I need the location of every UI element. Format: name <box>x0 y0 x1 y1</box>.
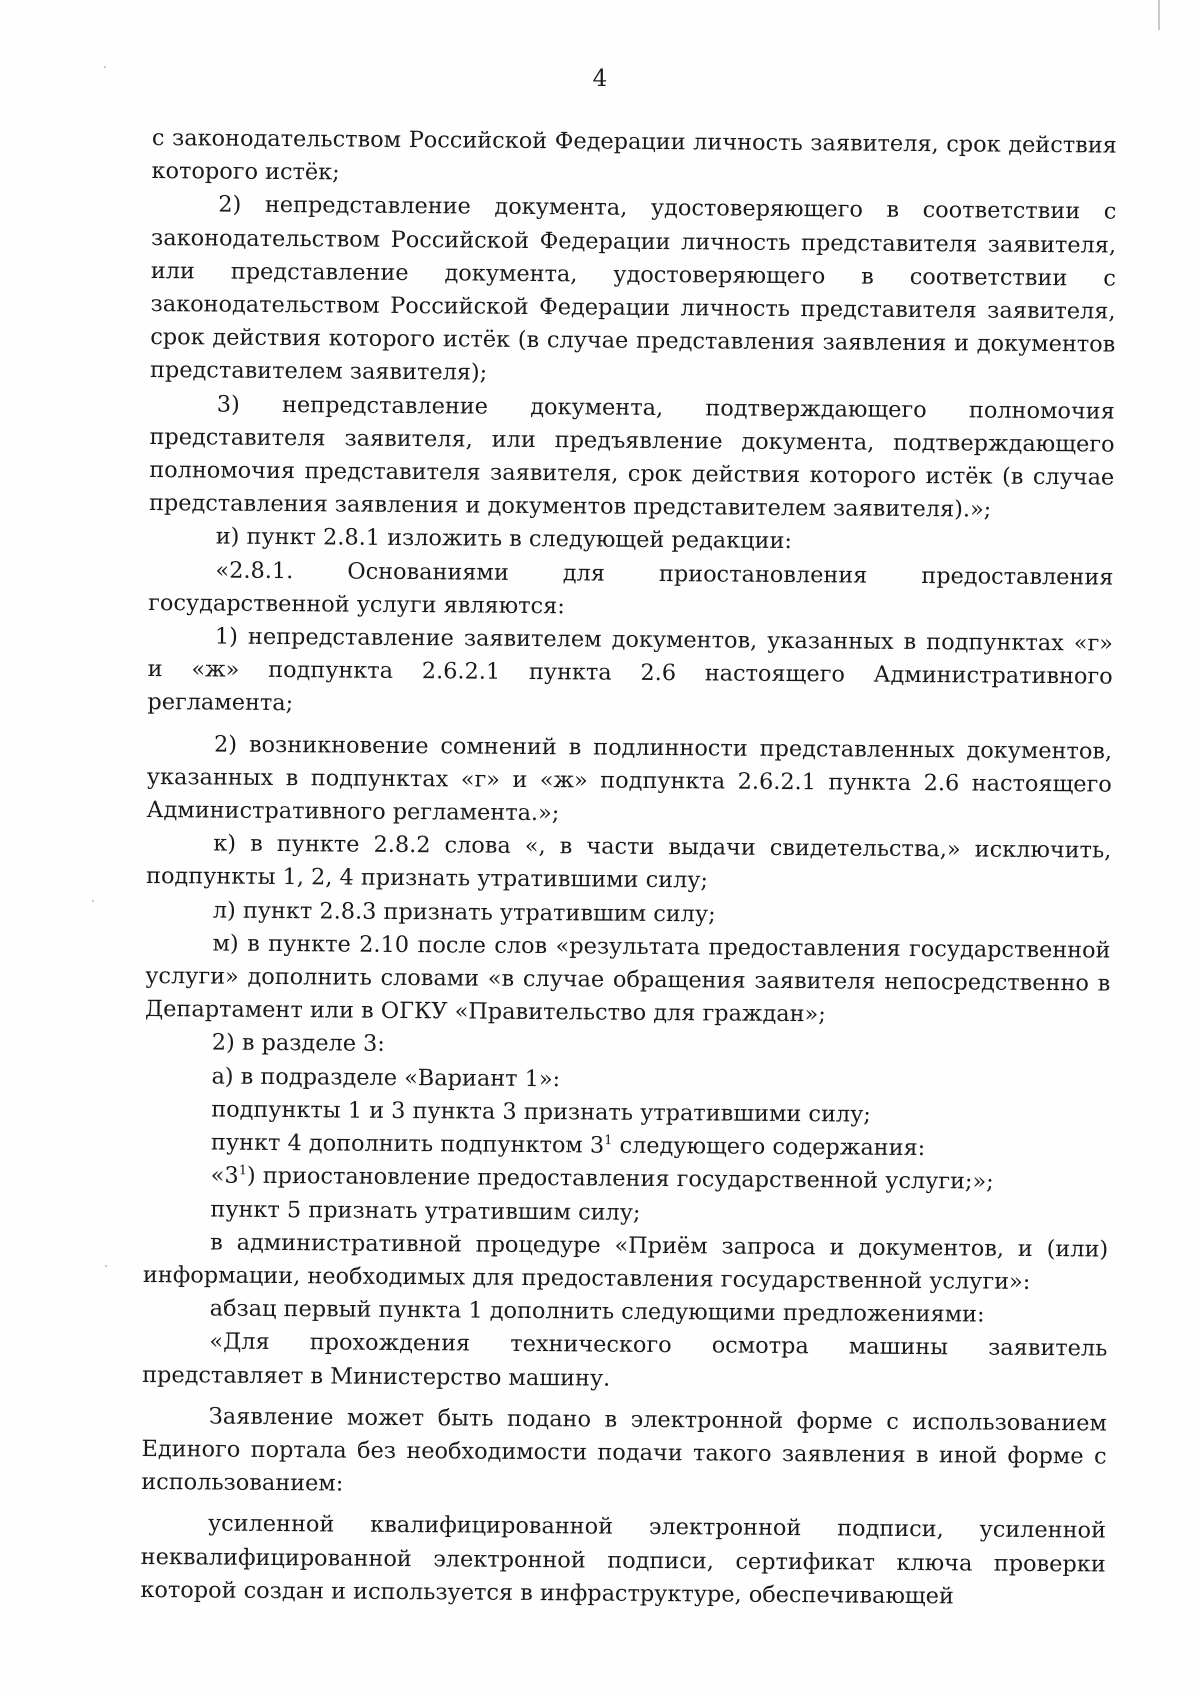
page-number: 4 <box>592 66 608 92</box>
paragraph: 3) непредставление документа, подтверждающего полномочия представителя заявителя, или предъявление документа, подтверждающего полномочия представителя заявителя, срок действия которого истёк (в случае представления заявления и документов представителем заявителя).»; <box>148 391 1115 523</box>
paragraph: а) в подразделе «Вариант 1»: <box>211 1063 561 1092</box>
superscript: 1 <box>238 1163 248 1179</box>
paragraph: усиленной квалифицированной электронной подписи, усиленной неквалифицированной электронной подписи, сертификат ключа проверки которой создан и используется в инфраструктуре, обеспечивающей <box>140 1510 1107 1610</box>
paragraph: 1) непредставление заявителем документов, указанных в подпунктах «г» и «ж» подпункта 2.6.2.1 пункта 2.6 настоящего Административного регламента; <box>147 623 1114 717</box>
scan-margin-mark <box>92 900 94 902</box>
paragraph: и) пункт 2.8.1 изложить в следующей редакции: <box>215 523 793 555</box>
scan-margin-mark <box>105 1265 107 1267</box>
superscript: 1 <box>604 1133 613 1149</box>
paragraph: 2) непредставление документа, удостоверяющего в соответствии с законодательством Российской Федерации личность представителя заявителя, или представление документа, удостоверяющего в соответствии с законодательством Российской Федерации личность представителя заявителя, срок действия которого истёк (в случае представления заявления и документов представителем заявителя); <box>149 191 1117 387</box>
paragraph: «2.8.1. Основаниями для приостановления предоставления государственной услуги являются: <box>148 557 1114 620</box>
paragraph: 2) в разделе 3: <box>211 1029 386 1058</box>
document-text <box>140 122 1117 1614</box>
scan-edge-mark <box>1158 0 1160 30</box>
paragraph-text: ) приостановление предоставления государственной услуги;»; <box>246 1163 994 1195</box>
paragraph: 2) возникновение сомнений в подлинности представленных документов, указанных в подпунктах «г» и «ж» подпункта 2.6.2.1 пункта 2.6 настоящего Административного регламента.»; <box>146 731 1113 827</box>
paragraph: с законодательством Российской Федерации личность заявителя, срок действия которого истёк; <box>151 124 1117 186</box>
paragraph: абзац первый пункта 1 дополнить следующими предложениями: <box>209 1295 985 1328</box>
paragraph: «Для прохождения технического осмотра машины заявитель представляет в Министерство машину. <box>142 1328 1108 1392</box>
paragraph: к) в пункте 2.8.2 слова «, в части выдачи свидетельства,» исключить, подпункты 1, 2, 4 признать утратившими силу; <box>145 830 1112 894</box>
paragraph: пункт 5 признать утратившим силу; <box>210 1195 641 1226</box>
paragraph: подпункты 1 и 3 пункта 3 признать утратившими силу; <box>211 1096 871 1128</box>
paragraph-text: «3 <box>210 1162 239 1190</box>
paragraph-text: следующего содержания: <box>612 1132 926 1162</box>
paragraph-text: пункт 4 дополнить подпунктом 3 <box>210 1129 605 1159</box>
paragraph: л) пункт 2.8.3 признать утратившим силу; <box>212 897 716 928</box>
paragraph: м) в пункте 2.10 после слов «результата предоставления государственной услуги» дополнить словами «в случае обращения заявителя непосредственно в Департамент или в ОГКУ «Правительство для граждан»; <box>144 930 1111 1028</box>
paragraph: Заявление может быть подано в электронной форме с использованием Единого портала без необходимости подачи такого заявления в иной форме с использованием: <box>141 1403 1107 1497</box>
paragraph: в административной процедуре «Приём запроса и документов, и (или) информации, необходимых для предоставления государственной услуги»: <box>142 1229 1109 1295</box>
